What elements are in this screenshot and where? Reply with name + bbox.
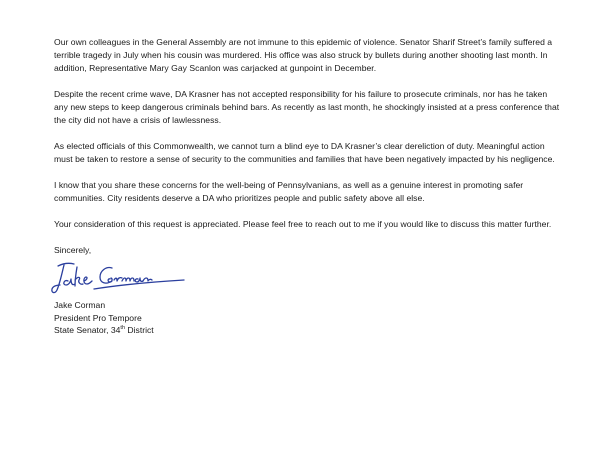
paragraph-concerns: I know that you share these concerns for the well-being of Pennsylvanians, as well as a genuine interest in promoting safer communities. City residents deserve a DA who prioritizes people and public safety above all else. [54,180,524,203]
signer-name: Jake Corman [54,300,106,310]
signer-title: President Pro Tempore [54,312,142,323]
paragraph-crime-wave: Despite the recent crime wave, DA Krasner has not accepted responsibility for his failure to prosecute criminals, nor has he taken any new steps to keep dangerous criminals behind bars. As recently as last month, he shockingly insisted at a press conference that the city did not have a crisis of lawlessness. [54,89,560,125]
handwritten-signature [50,259,190,297]
district-suffix: District [125,325,154,335]
district-ordinal: th [120,325,126,332]
paragraph-consideration: Your consideration of this request is appreciated. Please feel free to reach out to me if you would like to discuss this matter further. [54,219,552,229]
signer-district [54,324,560,337]
paragraph-colleagues: Our own colleagues in the General Assembly are not immune to this epidemic of violence. Senator Sharif Street’s family suffered a terrible tragedy in July when his cousin was murdered. His office was also struck by bullets during another shooting last month. In addition, Representative Mary Gay Scanlon was carjacked at gunpoint in December. [54,37,553,73]
district-prefix: State Senator, 34 [54,325,121,335]
closing-salutation: Sincerely, [54,245,92,255]
paragraph-dereliction: As elected officials of this Commonwealth, we cannot turn a blind eye to DA Krasner’s clear dereliction of duty. Meaningful action must be taken to restore a sense of security to the communities and families that have been negatively impacted by his negligence. [54,141,555,164]
